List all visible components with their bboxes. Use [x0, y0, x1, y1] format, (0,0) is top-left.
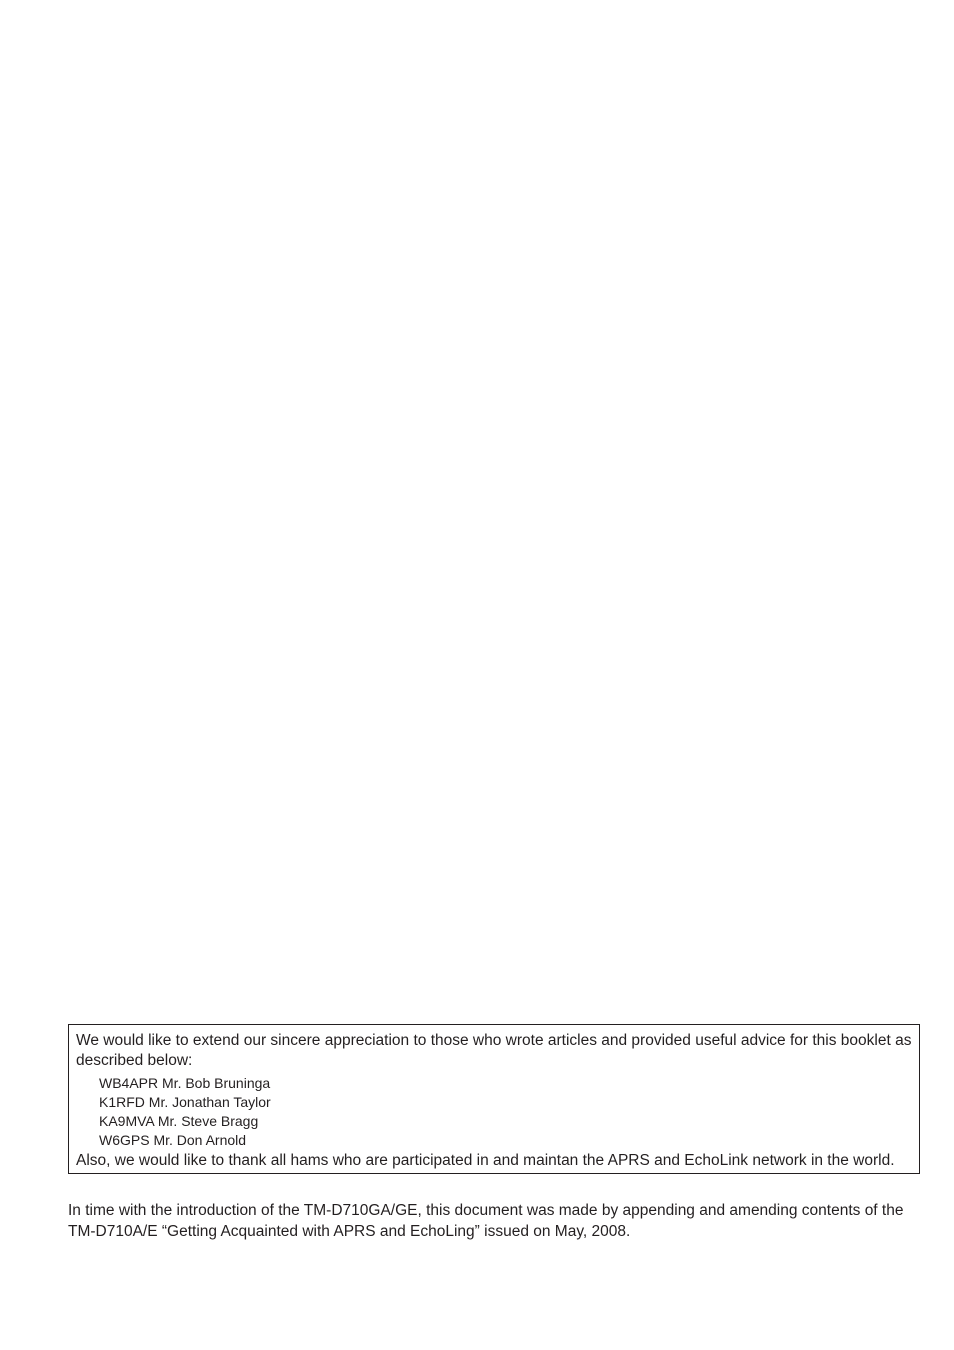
contributor-item: K1RFD Mr. Jonathan Taylor: [99, 1094, 271, 1110]
contributor-list: [76, 1074, 912, 1150]
document-note: In time with the introduction of the TM-D710GA/GE, this document was made by appending and amending contents of the TM-D710A/E “Getting Acquainted with APRS and EchoLing” issued on May, 2008.: [68, 1202, 904, 1240]
acknowledgement-intro: We would like to extend our sincere appreciation to those who wrote articles and provided useful advice for this booklet as described below:: [76, 1032, 912, 1069]
acknowledgement-box: [68, 1024, 920, 1174]
acknowledgement-thanks: Also, we would like to thank all hams who are participated in and maintan the APRS and EchoLink network in the world.: [76, 1152, 895, 1169]
contributor-item: W6GPS Mr. Don Arnold: [99, 1132, 247, 1148]
contributor-item: WB4APR Mr. Bob Bruninga: [99, 1075, 271, 1091]
contributor-item: KA9MVA Mr. Steve Bragg: [99, 1113, 259, 1129]
